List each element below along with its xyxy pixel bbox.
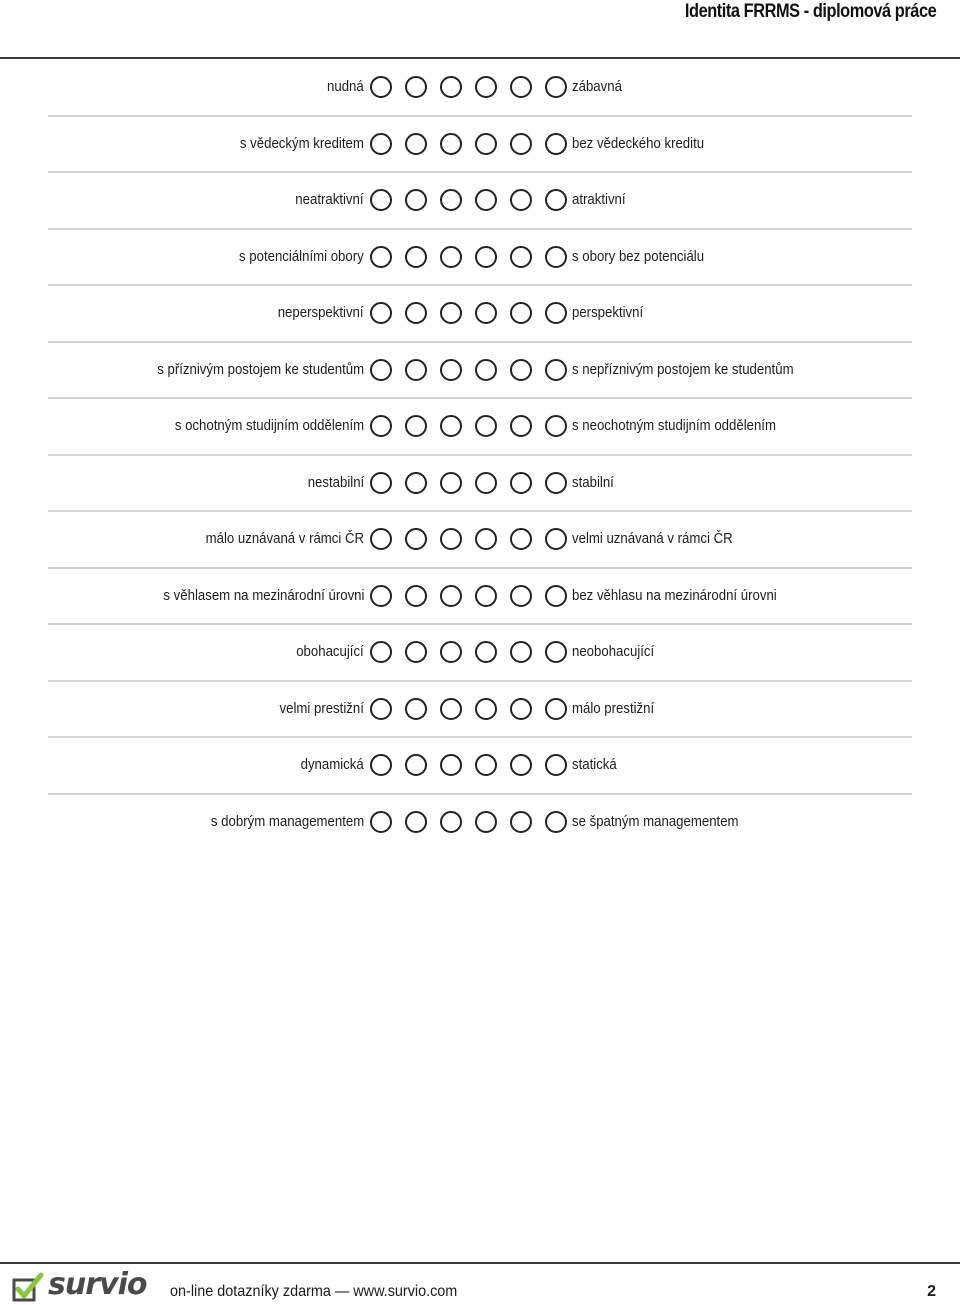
radio-option-1[interactable] — [370, 698, 392, 720]
semantic-differential-survey — [48, 60, 912, 849]
logo-wordmark: survio — [48, 1267, 147, 1302]
right-pole-label: atraktivní — [572, 191, 626, 208]
radio-option-2[interactable] — [405, 76, 427, 98]
survey-row — [48, 512, 912, 569]
page-number: 2 — [927, 1283, 936, 1300]
radio-option-2[interactable] — [405, 472, 427, 494]
radio-option-4[interactable] — [475, 472, 497, 494]
right-pole-label: velmi uznávaná v rámci ČR — [572, 530, 733, 547]
radio-option-2[interactable] — [405, 246, 427, 268]
left-pole-label: s vědeckým kreditem — [240, 134, 364, 152]
radio-option-5[interactable] — [510, 189, 532, 211]
radio-option-2[interactable] — [405, 528, 427, 550]
rating-scale — [370, 302, 566, 324]
left-pole-label: dynamická — [300, 756, 364, 773]
rating-scale — [370, 528, 566, 550]
radio-option-3[interactable] — [440, 641, 462, 663]
right-pole-label: bez věhlasu na mezinárodní úrovni — [572, 586, 777, 604]
radio-option-6[interactable] — [545, 472, 567, 494]
radio-option-1[interactable] — [370, 246, 392, 268]
survey-row — [48, 625, 912, 682]
footer-divider — [0, 1262, 960, 1264]
radio-option-5[interactable] — [510, 472, 532, 494]
checkbox-check-icon — [12, 1272, 44, 1302]
radio-option-6[interactable] — [545, 302, 567, 324]
radio-option-5[interactable] — [510, 302, 532, 324]
radio-option-6[interactable] — [545, 754, 567, 776]
left-pole-label: málo uznávaná v rámci ČR — [205, 530, 364, 547]
right-pole-label: perspektivní — [572, 304, 644, 321]
radio-option-2[interactable] — [405, 585, 427, 607]
radio-option-6[interactable] — [545, 698, 567, 720]
radio-option-2[interactable] — [405, 698, 427, 720]
radio-option-1[interactable] — [370, 472, 392, 494]
radio-option-2[interactable] — [405, 133, 427, 155]
radio-option-2[interactable] — [405, 641, 427, 663]
left-pole-label: neatraktivní — [295, 191, 364, 208]
radio-option-3[interactable] — [440, 133, 462, 155]
radio-option-1[interactable] — [370, 133, 392, 155]
radio-option-4[interactable] — [475, 302, 497, 324]
header-divider — [0, 57, 960, 59]
radio-option-6[interactable] — [545, 189, 567, 211]
radio-option-2[interactable] — [405, 302, 427, 324]
rating-scale — [370, 133, 566, 155]
survey-row — [48, 173, 912, 230]
right-pole-label: stabilní — [572, 473, 614, 491]
radio-option-3[interactable] — [440, 359, 462, 381]
radio-option-1[interactable] — [370, 302, 392, 324]
radio-option-1[interactable] — [370, 415, 392, 437]
survey-row — [48, 738, 912, 795]
radio-option-6[interactable] — [545, 528, 567, 550]
survey-row — [48, 117, 912, 174]
radio-option-2[interactable] — [405, 189, 427, 211]
survey-row — [48, 60, 912, 117]
rating-scale — [370, 811, 566, 833]
rating-scale — [370, 698, 566, 720]
left-pole-label: s věhlasem na mezinárodní úrovni — [162, 586, 364, 604]
radio-option-2[interactable] — [405, 359, 427, 381]
radio-option-1[interactable] — [370, 585, 392, 607]
radio-option-4[interactable] — [475, 528, 497, 550]
radio-option-6[interactable] — [545, 133, 567, 155]
left-pole-label: velmi prestižní — [279, 699, 364, 717]
radio-option-3[interactable] — [440, 246, 462, 268]
right-pole-label: s obory bez potenciálu — [572, 247, 705, 265]
radio-option-3[interactable] — [440, 472, 462, 494]
right-pole-label: zábavná — [572, 78, 622, 95]
radio-option-4[interactable] — [475, 585, 497, 607]
radio-option-1[interactable] — [370, 528, 392, 550]
rating-scale — [370, 189, 566, 211]
right-pole-label: s neochotným studijním oddělením — [572, 417, 776, 434]
radio-option-3[interactable] — [440, 754, 462, 776]
radio-option-4[interactable] — [475, 76, 497, 98]
left-pole-label: neperspektivní — [278, 304, 364, 321]
radio-option-6[interactable] — [545, 641, 567, 663]
survey-row — [48, 456, 912, 513]
radio-option-3[interactable] — [440, 811, 462, 833]
survey-row — [48, 286, 912, 343]
radio-option-4[interactable] — [475, 698, 497, 720]
radio-option-1[interactable] — [370, 189, 392, 211]
right-pole-label: s nepříznivým postojem ke studentům — [572, 360, 794, 378]
radio-option-5[interactable] — [510, 811, 532, 833]
survio-logo — [12, 1267, 152, 1304]
rating-scale — [370, 754, 566, 776]
left-pole-label: obohacující — [296, 643, 364, 660]
left-pole-label: nestabilní — [307, 473, 364, 491]
radio-option-5[interactable] — [510, 246, 532, 268]
radio-option-2[interactable] — [405, 754, 427, 776]
radio-option-4[interactable] — [475, 246, 497, 268]
survey-row — [48, 569, 912, 626]
left-pole-label: s příznivým postojem ke studentům — [157, 360, 364, 378]
radio-option-6[interactable] — [545, 415, 567, 437]
radio-option-4[interactable] — [475, 811, 497, 833]
radio-option-5[interactable] — [510, 133, 532, 155]
radio-option-5[interactable] — [510, 359, 532, 381]
radio-option-1[interactable] — [370, 754, 392, 776]
radio-option-2[interactable] — [405, 811, 427, 833]
radio-option-5[interactable] — [510, 528, 532, 550]
radio-option-3[interactable] — [440, 585, 462, 607]
survey-row — [48, 682, 912, 739]
radio-option-4[interactable] — [475, 754, 497, 776]
radio-option-3[interactable] — [440, 698, 462, 720]
left-pole-label: s potenciálními obory — [239, 247, 364, 265]
left-pole-label: s ochotným studijním oddělením — [174, 417, 364, 434]
right-pole-label: se špatným managementem — [572, 812, 739, 830]
right-pole-label: statická — [572, 756, 617, 773]
rating-scale — [370, 246, 566, 268]
right-pole-label: neobohacující — [572, 643, 655, 660]
rating-scale — [370, 76, 566, 98]
rating-scale — [370, 472, 566, 494]
left-pole-label: s dobrým managementem — [210, 812, 364, 830]
radio-option-3[interactable] — [440, 415, 462, 437]
radio-option-6[interactable] — [545, 359, 567, 381]
document-title: Identita FRRMS - diplomová práce — [684, 1, 936, 22]
radio-option-4[interactable] — [475, 133, 497, 155]
radio-option-1[interactable] — [370, 641, 392, 663]
right-pole-label: málo prestižní — [572, 699, 655, 717]
radio-option-4[interactable] — [475, 641, 497, 663]
radio-option-3[interactable] — [440, 528, 462, 550]
right-pole-label: bez vědeckého kreditu — [572, 134, 705, 152]
radio-option-1[interactable] — [370, 76, 392, 98]
survey-row — [48, 230, 912, 287]
radio-option-4[interactable] — [475, 189, 497, 211]
left-pole-label: nudná — [327, 78, 364, 95]
radio-option-6[interactable] — [545, 585, 567, 607]
rating-scale — [370, 359, 566, 381]
radio-option-5[interactable] — [510, 76, 532, 98]
survey-row — [48, 795, 912, 850]
rating-scale — [370, 415, 566, 437]
radio-option-6[interactable] — [545, 246, 567, 268]
radio-option-3[interactable] — [440, 76, 462, 98]
radio-option-6[interactable] — [545, 811, 567, 833]
survey-row — [48, 343, 912, 400]
survey-row — [48, 399, 912, 456]
radio-option-3[interactable] — [440, 189, 462, 211]
radio-option-3[interactable] — [440, 302, 462, 324]
rating-scale — [370, 641, 566, 663]
radio-option-4[interactable] — [475, 415, 497, 437]
radio-option-5[interactable] — [510, 754, 532, 776]
radio-option-6[interactable] — [545, 76, 567, 98]
radio-option-1[interactable] — [370, 359, 392, 381]
footer-tagline: on-line dotazníky zdarma — www.survio.com — [170, 1283, 458, 1300]
radio-option-4[interactable] — [475, 359, 497, 381]
radio-option-5[interactable] — [510, 415, 532, 437]
radio-option-5[interactable] — [510, 641, 532, 663]
rating-scale — [370, 585, 566, 607]
radio-option-5[interactable] — [510, 585, 532, 607]
radio-option-5[interactable] — [510, 698, 532, 720]
radio-option-2[interactable] — [405, 415, 427, 437]
radio-option-1[interactable] — [370, 811, 392, 833]
